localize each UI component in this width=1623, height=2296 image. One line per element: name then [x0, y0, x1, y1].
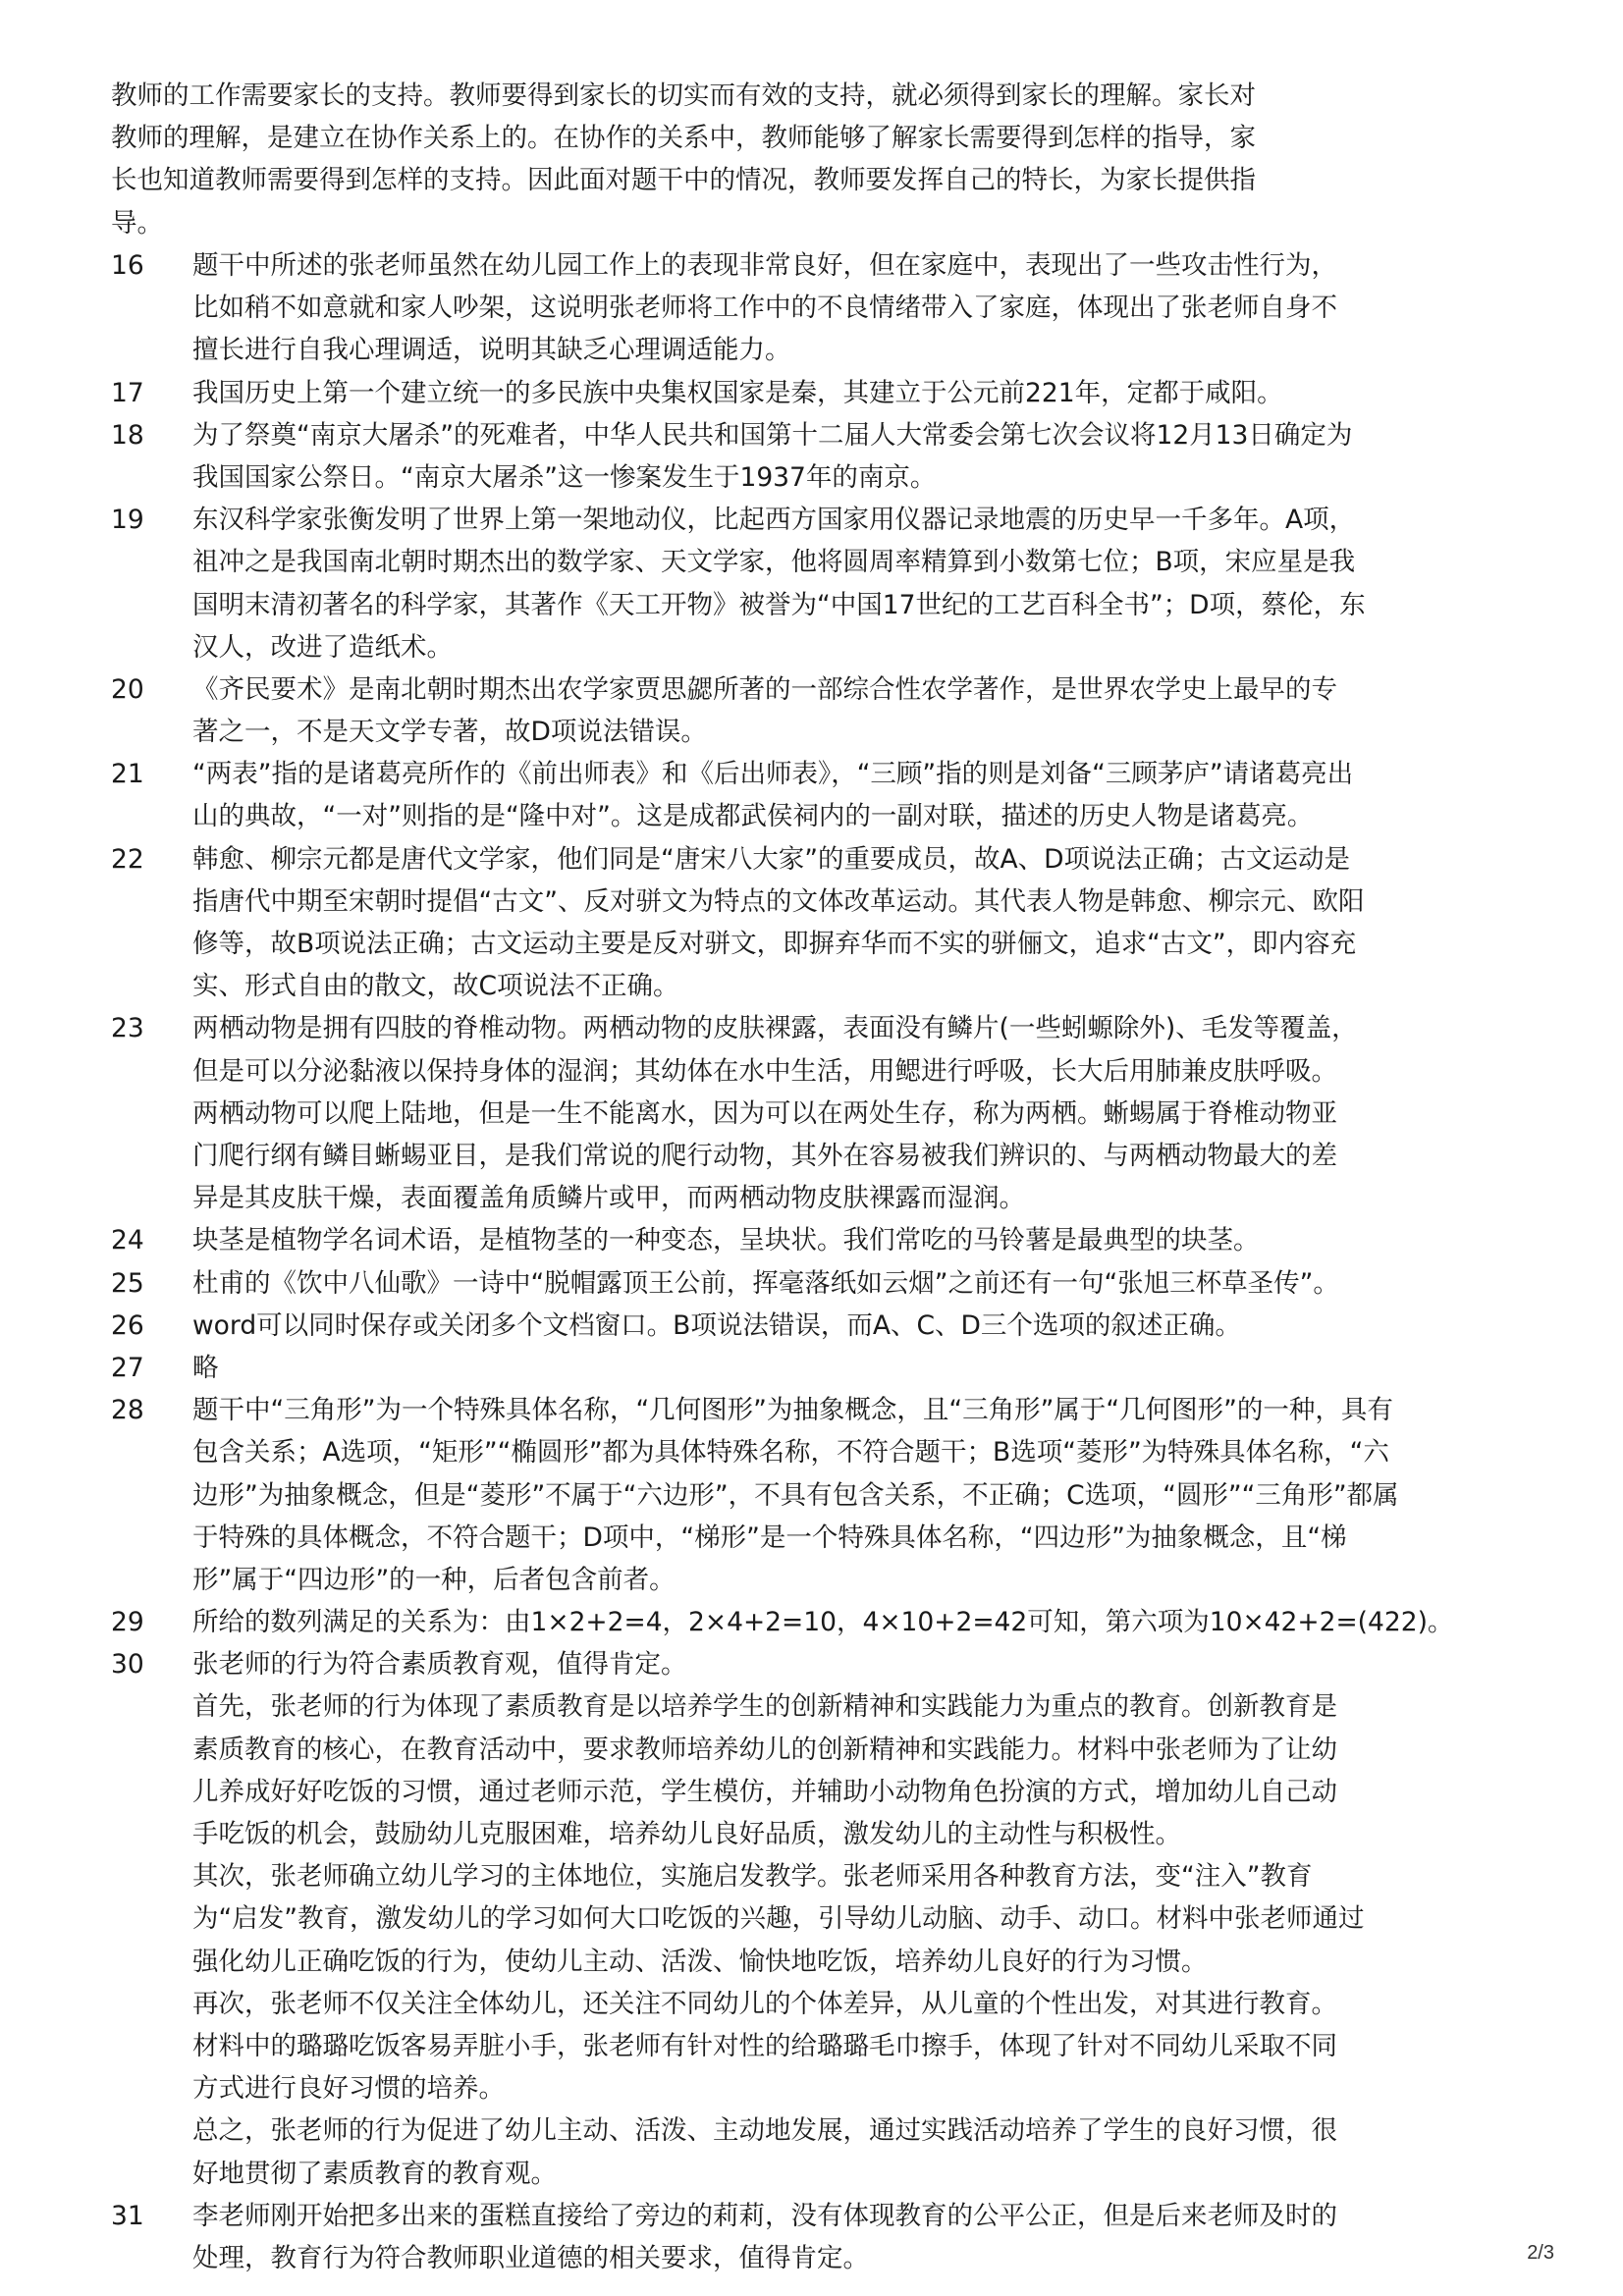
answer-number: 20 [111, 673, 144, 705]
answer-text [192, 1643, 1515, 2194]
answer-line: 强化幼儿正确吃饭的行为，使幼儿主动、活泼、愉快地吃饭，培养幼儿良好的行为习惯。 [192, 1946, 1208, 1977]
answer-text [192, 1347, 1515, 1389]
answer-text [192, 372, 1515, 414]
answer-line: 包含关系；A选项，“矩形”“椭圆形”都为具体特殊名称，不符合题干；B选项“菱形”为特殊具体名称，“六 [192, 1437, 1389, 1468]
answer-item [111, 1347, 1515, 1389]
answer-line: “两表”指的是诸葛亮所作的《前出师表》和《后出师表》，“三顾”指的则是刘备“三顾茅庐”请诸葛亮出 [192, 759, 1354, 790]
answer-item [111, 372, 1515, 414]
answer-number: 28 [111, 1395, 144, 1426]
answer-line: 为了祭奠“南京大屠杀”的死难者，中华人民共和国第十二届人大常委会第七次会议将12月13日确定为 [192, 419, 1353, 451]
answer-text [192, 1305, 1515, 1347]
intro-line: 长也知道教师需要得到怎样的支持。因此面对题干中的情况，教师要发挥自己的特长，为家长提供指 [111, 165, 1256, 196]
answer-line: 著之一，不是天文学专著，故D项说法错误。 [192, 717, 707, 748]
answer-line: 好地贯彻了素质教育的教育观。 [192, 2158, 557, 2189]
answer-line: 为“启发”教育，激发幼儿的学习如何大口吃饭的兴趣，引导幼儿动脑、动手、动口。材料中张老师通过 [192, 1903, 1365, 1935]
answer-item [111, 1601, 1515, 1643]
answer-line: 张老师的行为符合素质教育观，值得肯定。 [192, 1649, 687, 1681]
answer-line: 两栖动物可以爬上陆地，但是一生不能离水，因为可以在两处生存，称为两栖。蜥蜴属于脊椎动物亚 [192, 1097, 1337, 1129]
answer-line: 处理，教育行为符合教师职业道德的相关要求，值得肯定。 [192, 2242, 869, 2273]
intro-line: 导。 [111, 207, 163, 239]
answer-item [111, 244, 1515, 372]
answer-item [111, 753, 1515, 837]
answer-item [111, 838, 1515, 1008]
answer-line: 略 [192, 1352, 219, 1383]
answer-text [192, 244, 1515, 372]
answer-line: 方式进行良好习惯的培养。 [192, 2073, 505, 2105]
answer-number: 21 [111, 759, 144, 790]
answer-text [192, 499, 1515, 668]
answer-line: 我国国家公祭日。“南京大屠杀”这一惨案发生于1937年的南京。 [192, 461, 937, 493]
answer-text [192, 1007, 1515, 1219]
answer-item [111, 414, 1515, 499]
answer-text [192, 838, 1515, 1008]
intro-line: 教师的理解，是建立在协作关系上的。在协作的关系中，教师能够了解家长需要得到怎样的指导，家 [111, 123, 1256, 154]
answer-line: 门爬行纲有鳞目蜥蜴亚目，是我们常说的爬行动物，其外在容易被我们辨识的、与两栖动物最大的差 [192, 1140, 1337, 1171]
answer-text [192, 1262, 1515, 1305]
answer-line: 其次，张老师确立幼儿学习的主体地位，实施启发教学。张老师采用各种教育方法，变“注入”教育 [192, 1861, 1313, 1893]
answer-number: 30 [111, 1649, 144, 1681]
answer-line: 手吃饭的机会，鼓励幼儿克服困难，培养幼儿良好品质，激发幼儿的主动性与积极性。 [192, 1819, 1181, 1850]
answer-line: 实、形式自由的散文，故C项说法不正确。 [192, 971, 679, 1002]
answer-list [111, 244, 1515, 2279]
answer-line: 山的典故，“一对”则指的是“隆中对”。这是成都武侯祠内的一副对联，描述的历史人物是诸葛亮。 [192, 801, 1314, 832]
answer-line: 国明末清初著名的科学家，其著作《天工开物》被誉为“中国17世纪的工艺百科全书”；D项，蔡伦，东 [192, 589, 1366, 620]
answer-line: 材料中的璐璐吃饭客易弄脏小手，张老师有针对性的给璐璐毛巾擦手，体现了针对不同幼儿采取不同 [192, 2030, 1337, 2061]
answer-number: 31 [111, 2200, 144, 2231]
answer-line: 祖冲之是我国南北朝时期杰出的数学家、天文学家，他将圆周率精算到小数第七位；B项，宋应星是我 [192, 547, 1356, 578]
answer-number: 22 [111, 843, 144, 875]
answer-line: 异是其皮肤干燥，表面覆盖角质鳞片或甲，而两栖动物皮肤裸露而湿润。 [192, 1183, 1025, 1214]
answer-line: 我国历史上第一个建立统一的多民族中央集权国家是秦，其建立于公元前221年，定都于咸阳。 [192, 377, 1283, 408]
answer-line: 但是可以分泌黏液以保持身体的湿润；其幼体在水中生活，用鳃进行呼吸，长大后用肺兼皮肤呼吸。 [192, 1055, 1337, 1087]
page-number: 2/3 [1527, 2242, 1554, 2264]
intro-line: 教师的工作需要家长的支持。教师要得到家长的切实而有效的支持，就必须得到家长的理解。家长对 [111, 80, 1256, 111]
answer-item [111, 1007, 1515, 1219]
answer-item [111, 2195, 1515, 2279]
answer-text [192, 414, 1515, 499]
answer-line: 题干中“三角形”为一个特殊具体名称，“几何图形”为抽象概念，且“三角形”属于“几何图形”的一种，具有 [192, 1395, 1393, 1426]
answer-number: 24 [111, 1225, 144, 1256]
answer-item [111, 1262, 1515, 1305]
answer-line: 素质教育的核心，在教育活动中，要求教师培养幼儿的创新精神和实践能力。材料中张老师为了让幼 [192, 1734, 1337, 1765]
answer-number: 27 [111, 1352, 144, 1383]
answer-line: 题干中所述的张老师虽然在幼儿园工作上的表现非常良好，但在家庭中，表现出了一些攻击性行为， [192, 250, 1337, 281]
answer-number: 23 [111, 1013, 144, 1044]
answer-line: 形”属于“四边形”的一种，后者包含前者。 [192, 1564, 676, 1595]
answer-number: 29 [111, 1607, 144, 1638]
answer-line: 比如稍不如意就和家人吵架，这说明张老师将工作中的不良情绪带入了家庭，体现出了张老师自身不 [192, 293, 1337, 324]
answer-text [192, 1219, 1515, 1261]
answer-item [111, 1389, 1515, 1601]
answer-text [192, 1389, 1515, 1601]
answer-number: 18 [111, 419, 144, 451]
intro-paragraph [111, 75, 1387, 244]
answer-item [111, 1219, 1515, 1261]
answer-line: 边形”为抽象概念，但是“菱形”不属于“六边形”，不具有包含关系，不正确；C选项，“圆形”“三角形”都属 [192, 1479, 1399, 1511]
answer-line: word可以同时保存或关闭多个文档窗口。B项说法错误，而A、C、D三个选项的叙述正确。 [192, 1309, 1241, 1341]
answer-item [111, 499, 1515, 668]
answer-text [192, 668, 1515, 753]
answer-item [111, 1305, 1515, 1347]
answer-line: 《齐民要术》是南北朝时期杰出农学家贾思勰所著的一部综合性农学著作，是世界农学史上最早的专 [192, 673, 1337, 705]
answer-line: 杜甫的《饮中八仙歌》一诗中“脱帽露顶王公前，挥毫落纸如云烟”之前还有一句“张旭三杯草圣传”。 [192, 1267, 1339, 1299]
answer-text [192, 753, 1515, 837]
answer-item [111, 1643, 1515, 2194]
answer-number: 16 [111, 250, 144, 281]
answer-number: 19 [111, 505, 144, 536]
answer-line: 韩愈、柳宗元都是唐代文学家，他们同是“唐宋八大家”的重要成员，故A、D项说法正确；古文运动是 [192, 843, 1350, 875]
answer-line: 儿养成好好吃饭的习惯，通过老师示范，学生模仿，并辅助小动物角色扮演的方式，增加幼儿自己动 [192, 1776, 1337, 1807]
answer-item [111, 668, 1515, 753]
answer-line: 擅长进行自我心理调适，说明其缺乏心理调适能力。 [192, 335, 791, 366]
answer-line: 再次，张老师不仅关注全体幼儿，还关注不同幼儿的个体差异，从儿童的个性出发，对其进行教育。 [192, 1988, 1337, 2019]
answer-text [192, 2195, 1515, 2279]
answer-line: 指唐代中期至宋朝时提倡“古文”、反对骈文为特点的文体改革运动。其代表人物是韩愈、柳宗元、欧阳 [192, 885, 1365, 917]
answer-line: 块茎是植物学名词术语，是植物茎的一种变态，呈块状。我们常吃的马铃薯是最典型的块茎。 [192, 1225, 1260, 1256]
answer-number: 17 [111, 377, 144, 408]
answer-line: 总之，张老师的行为促进了幼儿主动、活泼、主动地发展，通过实践活动培养了学生的良好习惯，很 [192, 2115, 1337, 2147]
answer-line: 修等，故B项说法正确；古文运动主要是反对骈文，即摒弃华而不实的骈俪文，追求“古文”，即内容充 [192, 929, 1357, 960]
answer-line: 李老师刚开始把多出来的蛋糕直接给了旁边的莉莉，没有体现教育的公平公正，但是后来老师及时的 [192, 2200, 1337, 2231]
answer-text [192, 1601, 1515, 1643]
answer-number: 25 [111, 1267, 144, 1299]
answer-line: 两栖动物是拥有四肢的脊椎动物。两栖动物的皮肤裸露，表面没有鳞片(一些蚓螈除外)、毛发等覆盖， [192, 1013, 1358, 1044]
answer-number: 26 [111, 1309, 144, 1341]
answer-line: 于特殊的具体概念，不符合题干；D项中，“梯形”是一个特殊具体名称，“四边形”为抽象概念，且“梯 [192, 1522, 1347, 1553]
answer-line: 东汉科学家张衡发明了世界上第一架地动仪，比起西方国家用仪器记录地震的历史早一千多年。A项， [192, 505, 1356, 536]
answer-line: 所给的数列满足的关系为：由1×2+2=4，2×4+2=10，4×10+2=42可知，第六项为10×42+2=(422)。 [192, 1607, 1454, 1638]
answer-line: 汉人，改进了造纸术。 [192, 631, 453, 663]
answer-line: 首先，张老师的行为体现了素质教育是以培养学生的创新精神和实践能力为重点的教育。创新教育是 [192, 1691, 1337, 1723]
